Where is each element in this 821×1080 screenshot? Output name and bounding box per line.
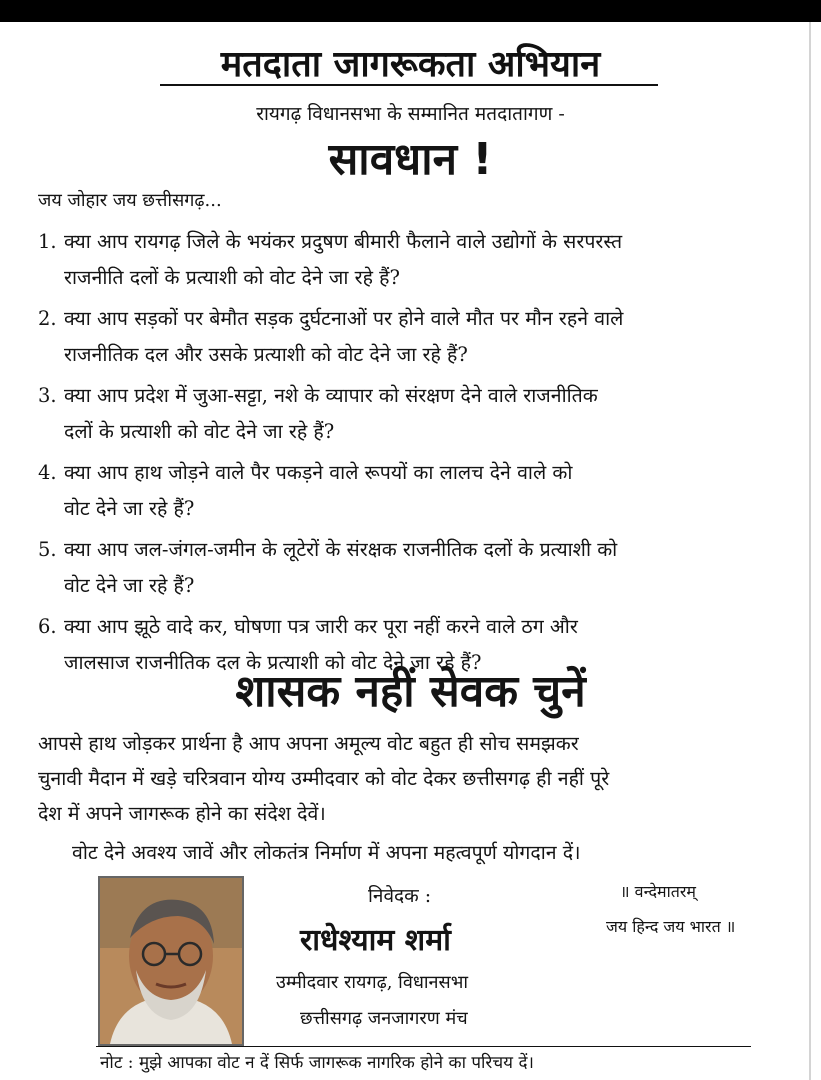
organization-name: छत्तीसगढ़ जनजागरण मंच bbox=[300, 1008, 468, 1029]
question-line: क्या आप जल-जंगल-जमीन के लूटेरों के संरक्षक राजनीतिक दलों के प्रत्याशी को bbox=[64, 538, 618, 561]
greeting-text: जय जोहार जय छत्तीसगढ़... bbox=[38, 190, 222, 211]
portrait-illustration bbox=[100, 878, 242, 1044]
title-underline bbox=[160, 84, 658, 86]
question-line: वोट देने जा रहे हैं? bbox=[64, 497, 195, 520]
question-line: क्या आप हाथ जोड़ने वाले पैर पकड़ने वाले रूपयों का लालच देने वाले को bbox=[64, 461, 573, 484]
question-number: 2. bbox=[38, 307, 57, 330]
question-number: 4. bbox=[38, 461, 57, 484]
appeal-line: चुनावी मैदान में खड़े चरित्रवान योग्य उम्मीदवार को वोट देकर छत्तीसगढ़ ही नहीं पूरे bbox=[38, 767, 610, 790]
appeal-line: देश में अपने जागरूक होने का संदेश देवें। bbox=[38, 802, 326, 825]
closing-line: वोट देने अवश्य जावें और लोकतंत्र निर्माण में अपना महत्वपूर्ण योगदान दें। bbox=[72, 841, 581, 864]
question-number: 3. bbox=[38, 384, 57, 407]
note-divider bbox=[96, 1046, 751, 1047]
poster-title: मतदाता जागरूकता अभियान bbox=[220, 44, 601, 85]
question-item bbox=[38, 532, 798, 604]
question-item bbox=[38, 301, 798, 373]
footer-note: नोट : मुझे आपका वोट न दें सिर्फ जागरूक नागरिक होने का परिचय दें। bbox=[100, 1053, 534, 1073]
question-line: क्या आप प्रदेश में जुआ-सट्टा, नशे के व्यापार को संरक्षण देने वाले राजनीतिक bbox=[64, 384, 598, 407]
question-line: वोट देने जा रहे हैं? bbox=[64, 574, 195, 597]
question-line: दलों के प्रत्याशी को वोट देने जा रहे हैं? bbox=[64, 420, 335, 443]
motto-line: जय हिन्द जय भारत ॥ bbox=[606, 917, 736, 936]
submitted-by-label: निवेदक : bbox=[368, 885, 432, 907]
question-item bbox=[38, 378, 798, 450]
question-line: क्या आप सड़कों पर बेमौत सड़क दुर्घटनाओं पर होने वाले मौत पर मौन रहने वाले bbox=[64, 307, 624, 330]
question-line: क्या आप झूठे वादे कर, घोषणा पत्र जारी कर पूरा नहीं करने वाले ठग और bbox=[64, 615, 578, 638]
candidate-name: राधेश्याम शर्मा bbox=[300, 923, 451, 958]
appeal-line: आपसे हाथ जोड़कर प्रार्थना है आप अपना अमूल्य वोट बहुत ही सोच समझकर bbox=[38, 732, 579, 755]
question-number: 5. bbox=[38, 538, 57, 561]
question-item bbox=[38, 224, 798, 296]
question-line: जालसाज राजनीतिक दल के प्रत्याशी को वोट देने जा रहे हैं? bbox=[64, 651, 482, 674]
question-item bbox=[38, 455, 798, 527]
question-line: क्या आप रायगढ़ जिले के भयंकर प्रदुषण बीमारी फैलाने वाले उद्योगों के सरपरस्त bbox=[64, 230, 623, 253]
question-list bbox=[38, 224, 798, 686]
motto-line: ॥ वन्देमातरम् bbox=[620, 882, 696, 901]
question-number: 1. bbox=[38, 230, 57, 253]
question-number: 6. bbox=[38, 615, 57, 638]
candidate-role: उम्मीदवार रायगढ़, विधानसभा bbox=[276, 972, 469, 993]
question-line: राजनीति दलों के प्रत्याशी को वोट देने जा रहे हैं? bbox=[64, 266, 400, 289]
warning-heading: सावधान ! bbox=[328, 134, 493, 185]
top-black-bar bbox=[0, 0, 821, 22]
appeal-paragraph bbox=[38, 726, 798, 831]
slogan-heading: शासक नहीं सेवक चुनें bbox=[235, 666, 586, 717]
candidate-photo bbox=[98, 876, 244, 1046]
poster-subtitle: रायगढ़ विधानसभा के सम्मानित मतदातागण - bbox=[256, 103, 565, 125]
question-line: राजनीतिक दल और उसके प्रत्याशी को वोट देने जा रहे हैं? bbox=[64, 343, 468, 366]
